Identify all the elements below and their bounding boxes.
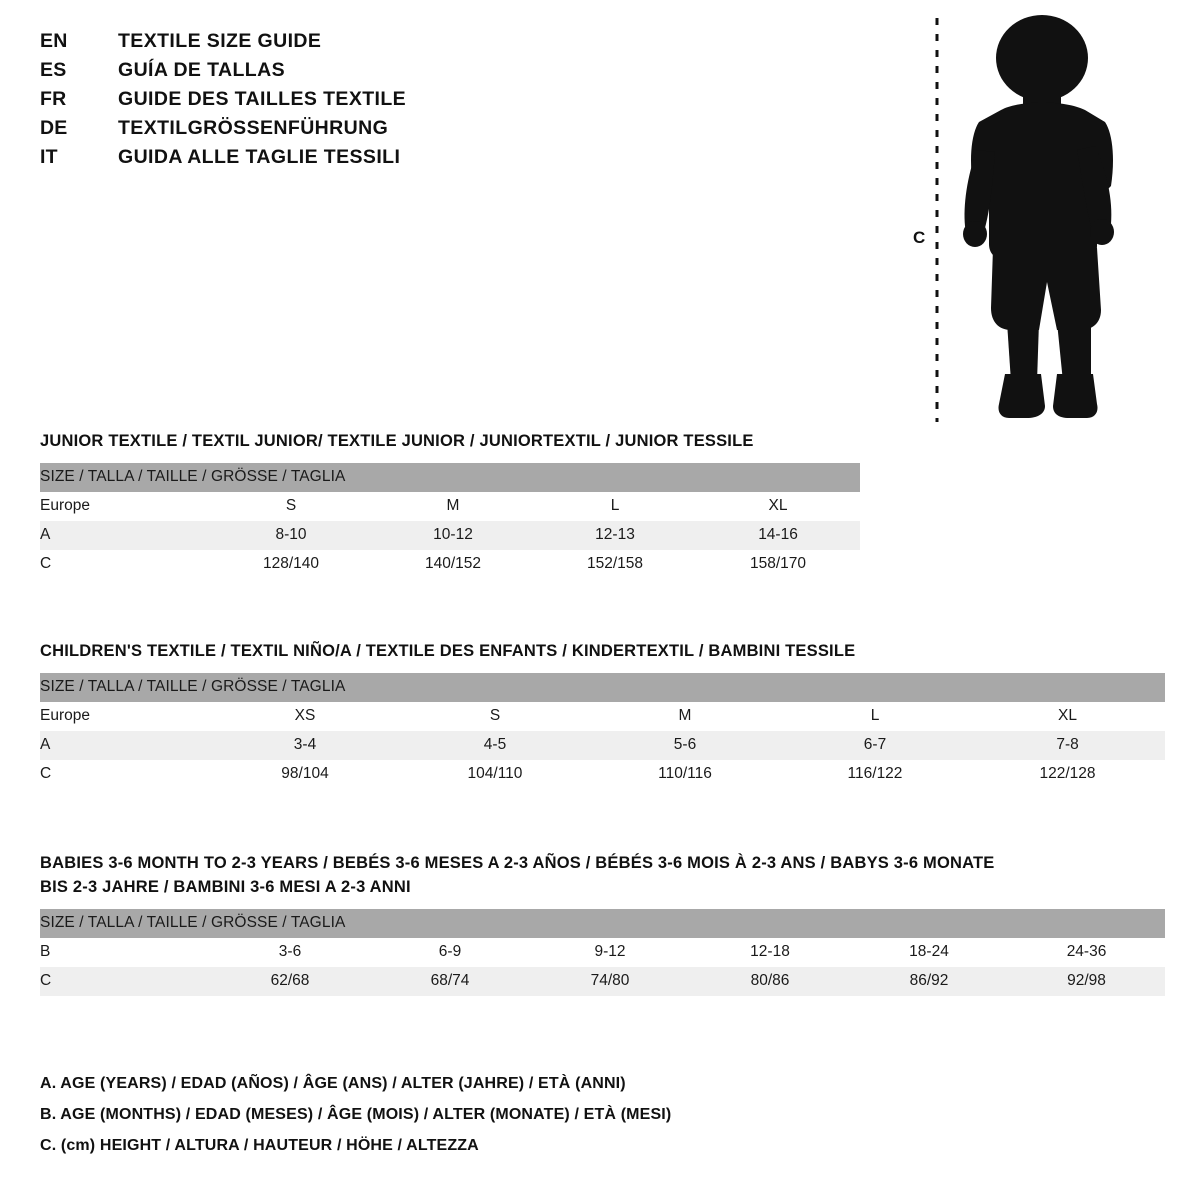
child-silhouette-icon (905, 10, 1165, 430)
table-row (40, 521, 860, 550)
section-babies-title: BABIES 3-6 MONTH TO 2-3 YEARS / BEBÉS 3-6 MESES A 2-3 AÑOS / BÉBÉS 3-6 MOIS À 2-3 ANS / BABYS 3-6 MONATE BIS 2-3 JAHRE / BAMBINI 3-6 MESI A 2-3 ANNI (40, 854, 995, 896)
children-row-c-v3: 116/122 (780, 760, 970, 789)
children-row-c-v4: 122/128 (970, 760, 1165, 789)
babies-row-c-v4: 86/92 (850, 967, 1008, 996)
babies-row-c-v3: 80/86 (690, 967, 850, 996)
table-row (40, 967, 1165, 996)
header-title-de: TEXTILGRÖSSENFÜHRUNG (118, 117, 389, 139)
junior-row-a-v2: 12-13 (534, 521, 696, 550)
section-junior (40, 430, 1165, 579)
children-row-a-v0: 3-4 (210, 731, 400, 760)
section-junior-title: JUNIOR TEXTILE / TEXTIL JUNIOR/ TEXTILE JUNIOR / JUNIORTEXTIL / JUNIOR TESSILE (40, 432, 754, 450)
header-row-fr (40, 88, 740, 117)
section-babies (40, 852, 1165, 996)
header-row-es (40, 59, 740, 88)
babies-row-b-v0: 3-6 (210, 938, 370, 967)
table-row (40, 909, 1165, 938)
table-row (40, 702, 1165, 731)
babies-row-b-v1: 6-9 (370, 938, 530, 967)
junior-row-europe-v1: M (372, 492, 534, 521)
junior-row-europe-v2: L (534, 492, 696, 521)
babies-row-b-v5: 24-36 (1008, 938, 1165, 967)
junior-band-label: SIZE / TALLA / TAILLE / GRÖSSE / TAGLIA (40, 463, 860, 492)
children-row-c-v1: 104/110 (400, 760, 590, 789)
junior-row-c-v0: 128/140 (210, 550, 372, 579)
table-row (40, 673, 1165, 702)
junior-row-a-v0: 8-10 (210, 521, 372, 550)
header-lang-es: ES (40, 59, 67, 81)
babies-row-b-v3: 12-18 (690, 938, 850, 967)
babies-row-c-v1: 68/74 (370, 967, 530, 996)
children-row-c-v2: 110/116 (590, 760, 780, 789)
junior-row-c-v2: 152/158 (534, 550, 696, 579)
children-row-a-label: A (40, 731, 210, 760)
babies-band-label: SIZE / TALLA / TAILLE / GRÖSSE / TAGLIA (40, 909, 1165, 938)
children-row-europe-v2: M (590, 702, 780, 731)
children-size-table (40, 673, 1165, 789)
children-row-a-v3: 6-7 (780, 731, 970, 760)
table-row (40, 938, 1165, 967)
table-row (40, 731, 1165, 760)
children-row-europe-v1: S (400, 702, 590, 731)
table-row (40, 760, 1165, 789)
header-lang-de: DE (40, 117, 68, 139)
children-row-a-v4: 7-8 (970, 731, 1165, 760)
children-row-europe-v3: L (780, 702, 970, 731)
children-row-a-v1: 4-5 (400, 731, 590, 760)
table-row (40, 550, 860, 579)
header-title-fr: GUIDE DES TAILLES TEXTILE (118, 88, 407, 110)
babies-row-c-v2: 74/80 (530, 967, 690, 996)
children-row-c-v0: 98/104 (210, 760, 400, 789)
legend (40, 1068, 1040, 1162)
babies-row-b-v4: 18-24 (850, 938, 1008, 967)
junior-row-c-label: C (40, 550, 210, 579)
legend-line-b: B. AGE (MONTHS) / EDAD (MESES) / ÂGE (MOIS) / ALTER (MONATE) / ETÀ (MESI) (40, 1106, 672, 1124)
children-band-label: SIZE / TALLA / TAILLE / GRÖSSE / TAGLIA (40, 673, 1165, 702)
children-row-europe-v4: XL (970, 702, 1165, 731)
babies-row-c-v0: 62/68 (210, 967, 370, 996)
header-row-it (40, 146, 740, 175)
legend-line-c: C. (cm) HEIGHT / ALTURA / HAUTEUR / HÖHE / ALTEZZA (40, 1137, 479, 1155)
table-row (40, 492, 860, 521)
table-row (40, 463, 860, 492)
junior-row-a-v1: 10-12 (372, 521, 534, 550)
babies-row-b-v2: 9-12 (530, 938, 690, 967)
junior-size-table (40, 463, 860, 579)
header-title-es: GUÍA DE TALLAS (118, 59, 286, 81)
junior-row-c-v3: 158/170 (696, 550, 860, 579)
junior-row-a-v3: 14-16 (696, 521, 860, 550)
figure-measure-label: C (913, 228, 926, 247)
children-row-europe-v0: XS (210, 702, 400, 731)
babies-row-b-label: B (40, 938, 210, 967)
babies-size-table (40, 909, 1165, 996)
header-lang-fr: FR (40, 88, 67, 110)
section-children (40, 640, 1165, 789)
junior-row-europe-v0: S (210, 492, 372, 521)
junior-row-europe-v3: XL (696, 492, 860, 521)
junior-row-europe-label: Europe (40, 492, 210, 521)
babies-row-c-v5: 92/98 (1008, 967, 1165, 996)
legend-line-a: A. AGE (YEARS) / EDAD (AÑOS) / ÂGE (ANS) / ALTER (JAHRE) / ETÀ (ANNI) (40, 1075, 626, 1092)
header-titles (40, 30, 740, 175)
header-title-en: TEXTILE SIZE GUIDE (118, 30, 322, 52)
babies-row-c-label: C (40, 967, 210, 996)
header-lang-it: IT (40, 146, 58, 168)
child-silhouette-figure (905, 10, 1165, 430)
junior-row-a-label: A (40, 521, 210, 550)
children-row-c-label: C (40, 760, 210, 789)
section-children-title: CHILDREN'S TEXTILE / TEXTIL NIÑO/A / TEXTILE DES ENFANTS / KINDERTEXTIL / BAMBINI TESSILE (40, 642, 856, 660)
header-row-en (40, 30, 740, 59)
header-lang-en: EN (40, 30, 68, 52)
children-row-europe-label: Europe (40, 702, 210, 731)
junior-row-c-v1: 140/152 (372, 550, 534, 579)
children-row-a-v2: 5-6 (590, 731, 780, 760)
header-row-de (40, 117, 740, 146)
header-title-it: GUIDA ALLE TAGLIE TESSILI (118, 146, 401, 168)
